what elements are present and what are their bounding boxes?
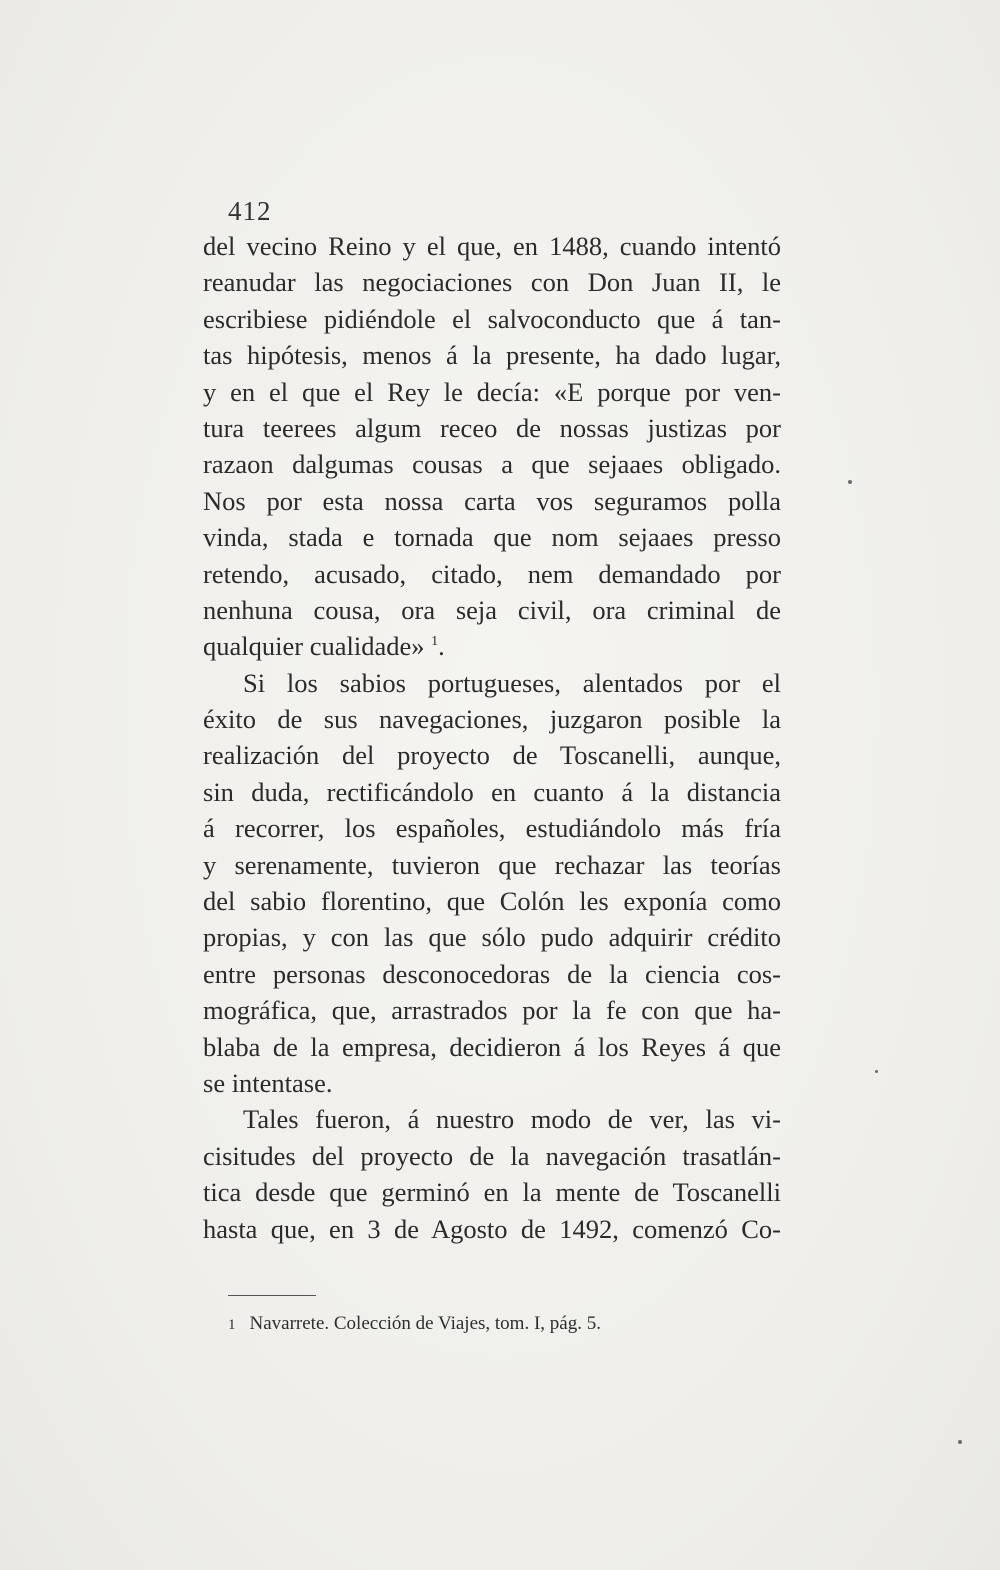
footnote-divider — [228, 1295, 316, 1296]
paper-speck — [848, 480, 852, 484]
text-line: Si los sabios portugueses, alentados por el — [243, 667, 781, 698]
text-line — [203, 628, 781, 664]
text-line: vinda, stada e tornada que nom sejaaes presso — [203, 522, 781, 553]
page-number: 412 — [228, 196, 272, 226]
text-line: tura teerees algum receo de nossas justizas por — [203, 412, 781, 443]
text-line: blaba de la empresa, decidieron á los Reyes á que — [203, 1031, 781, 1062]
text-line: reanudar las negociaciones con Don Juan II, le — [203, 267, 781, 298]
paper-speck — [875, 1070, 878, 1073]
text-line: del sabio florentino, que Colón les exponía como — [203, 886, 781, 917]
text-line: propias, y con las que sólo pudo adquirir crédito — [203, 922, 781, 953]
text-line: y serenamente, tuvieron que rechazar las teorías — [203, 849, 781, 880]
text-line: Tales fueron, á nuestro modo de ver, las vi- — [243, 1104, 781, 1135]
text-line: éxito de sus navegaciones, juzgaron posible la — [203, 704, 781, 735]
text-line: razaon dalgumas cousas a que sejaaes obligado. — [203, 449, 781, 480]
text-line: retendo, acusado, citado, nem demandado por — [203, 558, 781, 589]
footnote-mark: 1 — [228, 1317, 236, 1333]
footnote-text: Navarrete. Colección de Viajes, tom. I, pág. 5. — [249, 1313, 601, 1334]
text-line: se intentase. — [203, 1067, 333, 1098]
text-line: hasta que, en 3 de Agosto de 1492, comenzó Co- — [203, 1213, 781, 1244]
text-line: escribiese pidiéndole el salvoconducto que á tan- — [203, 303, 781, 334]
text-line: realización del proyecto de Toscanelli, aunque, — [203, 740, 781, 771]
paper-speck — [958, 1440, 962, 1444]
footnote-reference[interactable]: 1 — [431, 634, 439, 650]
text-line: sin duda, rectificándolo en cuanto á la distancia — [203, 776, 781, 807]
text-line-end: . — [438, 631, 445, 662]
text-line: del vecino Reino y el que, en 1488, cuando intentó — [203, 231, 781, 261]
text-line-content: qualquier cualidade» — [203, 631, 425, 662]
text-line: tica desde que germinó en la mente de Toscanelli — [203, 1177, 781, 1208]
text-line: entre personas desconocedoras de la ciencia cos- — [203, 958, 781, 989]
text-line: Nos por esta nossa carta vos seguramos polla — [203, 485, 781, 516]
text-line: á recorrer, los españoles, estudiándolo más fría — [203, 813, 781, 844]
text-line: tas hipótesis, menos á la presente, ha dado lugar, — [203, 340, 781, 371]
text-line: cisitudes del proyecto de la navegación trasatlán- — [203, 1140, 781, 1171]
body-text — [203, 228, 781, 1247]
text-line: nenhuna cousa, ora seja civil, ora criminal de — [203, 594, 781, 625]
text-line: mográfica, que, arrastrados por la fe con que ha- — [203, 995, 781, 1026]
footnote — [228, 1310, 601, 1339]
text-line: y en el que el Rey le decía: «E porque por ven- — [203, 376, 781, 407]
